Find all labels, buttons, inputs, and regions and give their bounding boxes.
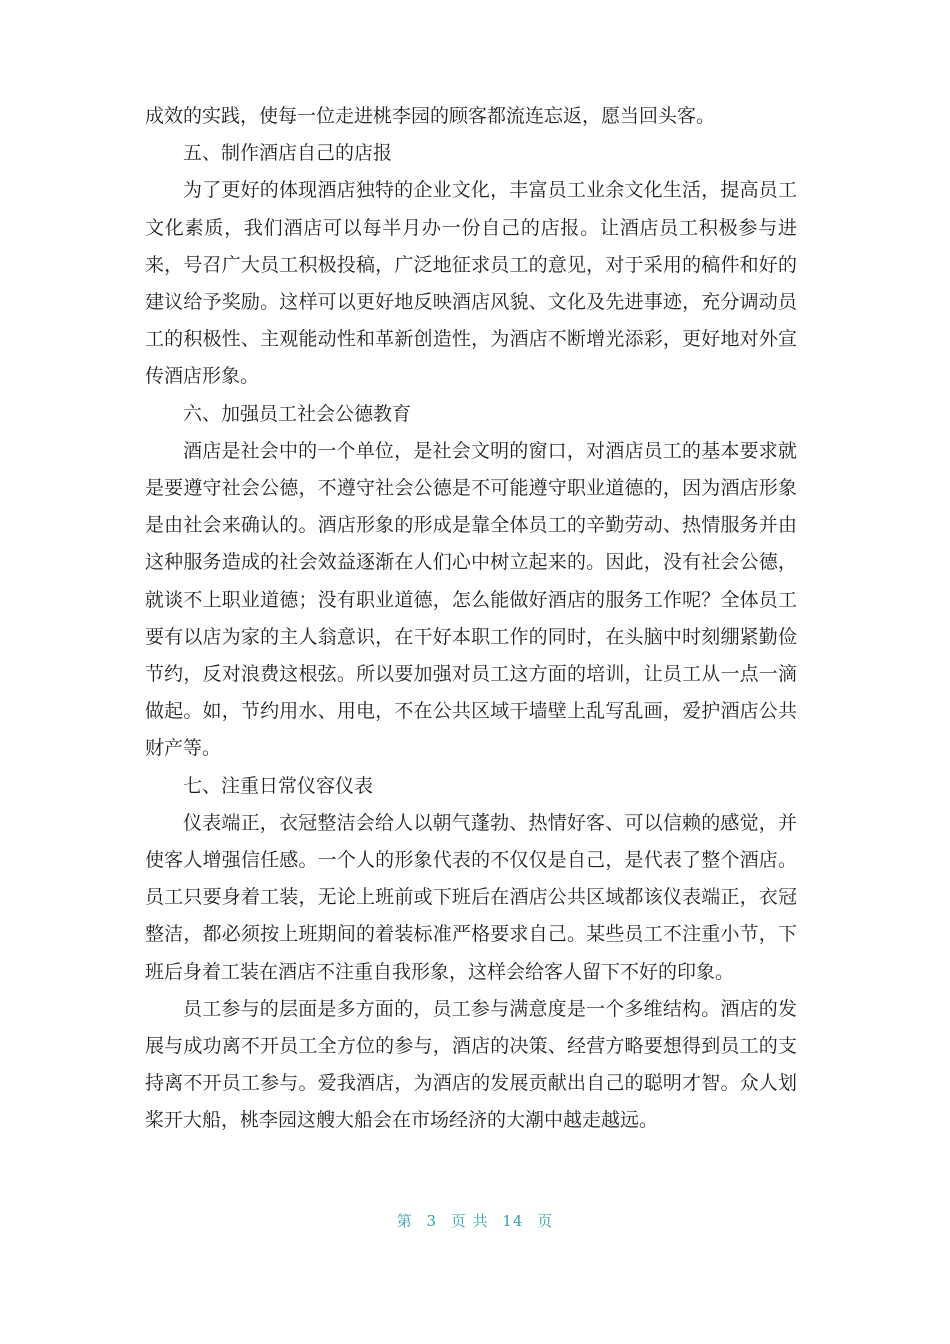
page-footer	[0, 1210, 950, 1231]
section-heading-7: 七、注重日常仪容仪表	[183, 774, 374, 797]
paragraph-social-ethics: 酒店是社会中的一个单位，是社会文明的窗口，对酒店员工的基本要求就是要遵守社会公德，不遵守社会公德是不可能遵守职业道德的，因为酒店形象是由社会来确认的。酒店形象的形成是靠全体员工的辛勤劳动、热情服务并由这种服务造成的社会效益逐渐在人们心中树立起来的。因此，没有社会公德，就谈不上职业道德；没有职业道德，怎么能做好酒店的服务工作呢？全体员工要有以店为家的主人翁意识，在干好本职工作的同时，在头脑中时刻绷紧勤俭节约，反对浪费这根弦。所以要加强对员工这方面的培训，让员工从一点一滴做起。如，节约用水、用电，不在公共区域干墙壁上乱写乱画，爱护酒店公共财产等。	[145, 439, 797, 760]
paragraph-continued: 成效的实践，使每一位走进桃李园的顾客都流连忘返，愿当回头客。	[145, 105, 716, 127]
page-label-prefix: 第	[396, 1212, 413, 1230]
page-label-suffix: 页	[537, 1212, 554, 1230]
page-label-mid: 页 共	[450, 1212, 489, 1230]
page-total-number: 14	[502, 1212, 524, 1230]
page-current-number: 3	[426, 1212, 438, 1230]
paragraph-newsletter: 为了更好的体现酒店独特的企业文化，丰富员工业余文化生活，提高员工文化素质，我们酒店可以每半月办一份自己的店报。让酒店员工积极参与进来，号召广大员工积极投稿，广泛地征求员工的意见，对于采用的稿件和好的建议给予奖励。这样可以更好地反映酒店风貌、文化及先进事迹，充分调动员工的积极性、主观能动性和革新创造性，为酒店不断增光添彩，更好地对外宣传酒店形象。	[145, 179, 797, 388]
document-body	[145, 98, 797, 1140]
section-heading-5: 五、制作酒店自己的店报	[183, 142, 393, 165]
paragraph-appearance: 仪表端正，衣冠整洁会给人以朝气蓬勃、热情好客、可以信赖的感觉，并使客人增强信任感。一个人的形象代表的不仅仅是自己，是代表了整个酒店。员工只要身着工装，无论上班前或下班后在酒店公共区域都该仪表端正，衣冠整洁，都必须按上班期间的着装标准严格要求自己。某些员工不注重小节，下班后身着工装在酒店不注重自我形象，这样会给客人留下不好的印象。	[145, 811, 797, 983]
paragraph-participation: 员工参与的层面是多方面的，员工参与满意度是一个多维结构。酒店的发展与成功离不开员工全方位的参与，酒店的决策、经营方略要想得到员工的支持离不开员工参与。爱我酒店，为酒店的发展贡献出自己的聪明才智。众人划桨开大船，桃李园这艘大船会在市场经济的大潮中越走越远。	[145, 997, 797, 1132]
section-heading-6: 六、加强员工社会公德教育	[183, 402, 412, 425]
